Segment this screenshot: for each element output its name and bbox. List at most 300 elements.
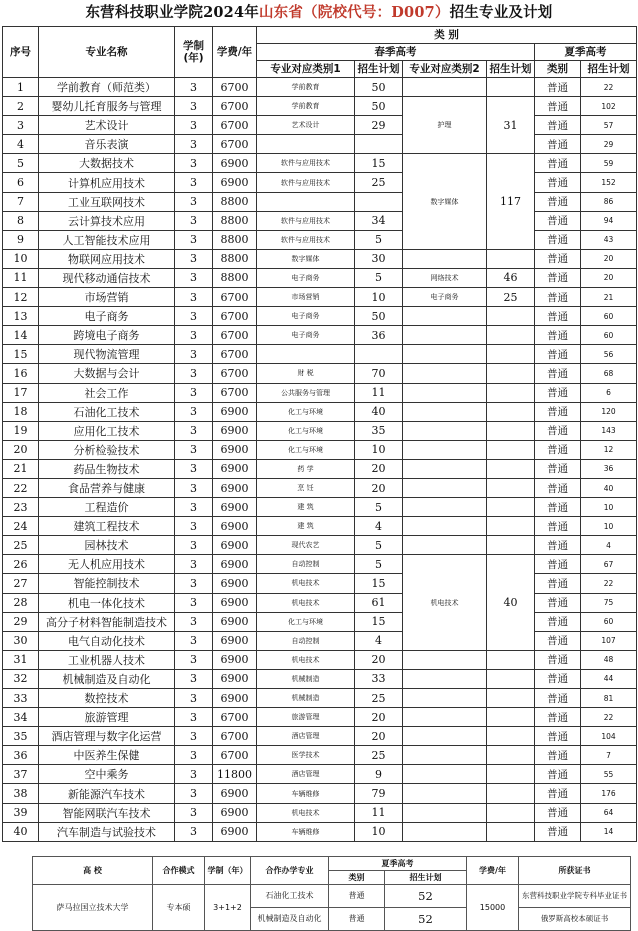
tuition: 11800 [213,765,257,784]
table-row [3,211,637,230]
spring-type-1: 旅游管理 [257,708,355,727]
spring-type-1: 化工与环境 [257,421,355,440]
summer-plan: 68 [581,364,637,383]
major-name: 新能源汽车技术 [39,784,175,803]
coop-years: 3+1+2 [205,884,251,930]
spring-type-1: 医学技术 [257,746,355,765]
summer-type: 普通 [535,230,581,249]
spring-plan-2 [487,803,535,822]
table-row [3,249,637,268]
summer-type: 普通 [535,173,581,192]
spring-type-1: 建 筑 [257,517,355,536]
summer-type: 普通 [535,708,581,727]
summer-plan: 176 [581,784,637,803]
spring-plan-1: 25 [355,746,403,765]
duration: 3 [175,555,213,574]
summer-type: 普通 [535,326,581,345]
duration: 3 [175,478,213,497]
table-row [3,307,637,326]
summer-plan: 14 [581,822,637,841]
tuition: 6900 [213,574,257,593]
major-name: 现代移动通信技术 [39,268,175,287]
spring-type-1: 机械制造 [257,669,355,688]
summer-plan: 12 [581,440,637,459]
header-summer: 夏季高考 [535,44,637,61]
table-row [3,593,637,612]
tuition: 6900 [213,555,257,574]
row-number: 34 [3,708,39,727]
spring-plan-1: 50 [355,97,403,116]
summer-plan: 22 [581,574,637,593]
duration: 3 [175,593,213,612]
summer-type: 普通 [535,402,581,421]
spring-plan-1: 50 [355,307,403,326]
table-row [3,383,637,402]
row-number: 23 [3,498,39,517]
table-row [3,230,637,249]
table-row [3,650,637,669]
spring-plan-1: 9 [355,765,403,784]
duration: 3 [175,708,213,727]
spring-type-1: 财 税 [257,364,355,383]
spring-type-2 [403,440,487,459]
page-title [0,0,638,26]
summer-type: 普通 [535,345,581,364]
summer-plan: 104 [581,727,637,746]
summer-plan: 60 [581,612,637,631]
spring-type-2 [403,249,487,268]
table-row [3,326,637,345]
spring-plan-1: 15 [355,612,403,631]
major-name: 机电一体化技术 [39,593,175,612]
tuition: 6900 [213,593,257,612]
spring-plan-2 [487,307,535,326]
tuition: 8800 [213,192,257,211]
coop-cert-1: 东营科技职业学院专科毕业证书 [519,884,631,907]
tuition: 6900 [213,784,257,803]
tuition: 6900 [213,536,257,555]
summer-type: 普通 [535,440,581,459]
summer-type: 普通 [535,154,581,173]
duration: 3 [175,154,213,173]
tuition: 6700 [213,116,257,135]
duration: 3 [175,288,213,307]
spring-plan-1: 5 [355,536,403,555]
spring-plan-2 [487,364,535,383]
spring-type-2: 数字媒体 [403,154,487,249]
spring-type-2 [403,765,487,784]
summer-plan: 75 [581,593,637,612]
duration: 3 [175,517,213,536]
cooperation-table [32,856,631,931]
summer-type: 普通 [535,288,581,307]
spring-type-1: 烹 饪 [257,478,355,497]
duration: 3 [175,192,213,211]
summer-type: 普通 [535,364,581,383]
spring-type-1 [257,345,355,364]
spring-plan-1: 25 [355,173,403,192]
coop-type-1: 普通 [329,884,385,907]
duration: 3 [175,268,213,287]
spring-type-2 [403,803,487,822]
spring-type-2 [403,78,487,97]
summer-type: 普通 [535,192,581,211]
spring-plan-2 [487,746,535,765]
row-number: 40 [3,822,39,841]
major-name: 电子商务 [39,307,175,326]
coop-school: 萨马拉国立技术大学 [33,884,153,930]
duration: 3 [175,383,213,402]
spring-type-1: 电子商务 [257,307,355,326]
spring-plan-2 [487,689,535,708]
row-number: 13 [3,307,39,326]
spring-type-2 [403,822,487,841]
table-row [3,421,637,440]
summer-plan: 120 [581,402,637,421]
major-name: 分析检验技术 [39,440,175,459]
spring-plan-1: 33 [355,669,403,688]
spring-plan-1: 4 [355,517,403,536]
summer-type: 普通 [535,650,581,669]
summer-type: 普通 [535,249,581,268]
row-number: 28 [3,593,39,612]
spring-plan-1: 5 [355,268,403,287]
spring-plan-1: 61 [355,593,403,612]
table-row [3,727,637,746]
spring-type-2 [403,421,487,440]
title-school: 东营科技职业学院2024年 [85,4,259,21]
table-row [3,631,637,650]
coop-header-mode: 合作模式 [153,856,205,884]
coop-fee: 15000 [467,884,519,930]
coop-header-major: 合作办学专业 [251,856,329,884]
major-name: 人工智能技术应用 [39,230,175,249]
spring-plan-2: 25 [487,288,535,307]
row-number: 30 [3,631,39,650]
summer-type: 普通 [535,116,581,135]
tuition: 6900 [213,459,257,478]
tuition: 6700 [213,97,257,116]
spring-plan-1: 5 [355,230,403,249]
tuition: 6900 [213,421,257,440]
spring-type-1: 机械制造 [257,689,355,708]
table-row [3,78,637,97]
spring-type-1: 软件与应用技术 [257,173,355,192]
summer-plan: 81 [581,689,637,708]
duration: 3 [175,689,213,708]
summer-plan: 36 [581,459,637,478]
spring-plan-1: 20 [355,459,403,478]
row-number: 10 [3,249,39,268]
major-name: 音乐表演 [39,135,175,154]
row-number: 19 [3,421,39,440]
header-seq: 序号 [3,27,39,78]
coop-header-cert: 所获证书 [519,856,631,884]
spring-plan-2: 31 [487,97,535,154]
duration: 3 [175,669,213,688]
major-name: 旅游管理 [39,708,175,727]
summer-plan: 59 [581,154,637,173]
spring-plan-1: 10 [355,440,403,459]
spring-plan-2 [487,78,535,97]
summer-plan: 48 [581,650,637,669]
spring-type-1: 机电技术 [257,593,355,612]
summer-plan: 22 [581,78,637,97]
summer-plan: 21 [581,288,637,307]
spring-type-1: 机电技术 [257,574,355,593]
spring-plan-1: 36 [355,326,403,345]
spring-type-1: 电子商务 [257,268,355,287]
duration: 3 [175,249,213,268]
tuition: 6900 [213,402,257,421]
spring-plan-1: 10 [355,288,403,307]
row-number: 38 [3,784,39,803]
duration: 3 [175,307,213,326]
table-row [3,345,637,364]
coop-plan-2: 52 [385,907,467,930]
major-name: 智能网联汽车技术 [39,803,175,822]
summer-type: 普通 [535,765,581,784]
major-name: 应用化工技术 [39,421,175,440]
row-number: 11 [3,268,39,287]
spring-plan-2 [487,669,535,688]
header-summer-plan: 招生计划 [581,61,637,78]
summer-type: 普通 [535,574,581,593]
tuition: 8800 [213,211,257,230]
coop-major-1: 石油化工技术 [251,884,329,907]
duration: 3 [175,612,213,631]
spring-plan-1: 70 [355,364,403,383]
table-row [3,689,637,708]
spring-type-1: 软件与应用技术 [257,230,355,249]
row-number: 32 [3,669,39,688]
spring-plan-1: 10 [355,822,403,841]
row-number: 39 [3,803,39,822]
spring-plan-1: 5 [355,498,403,517]
row-number: 27 [3,574,39,593]
table-row [3,268,637,287]
table-row [3,746,637,765]
duration: 3 [175,746,213,765]
spring-type-1: 车辆维修 [257,822,355,841]
major-name: 现代物流管理 [39,345,175,364]
table-row [3,612,637,631]
table-row [3,708,637,727]
major-name: 空中乘务 [39,765,175,784]
tuition: 6900 [213,517,257,536]
duration: 3 [175,440,213,459]
summer-plan: 43 [581,230,637,249]
major-name: 无人机应用技术 [39,555,175,574]
header-fee: 学费/年 [213,27,257,78]
summer-plan: 29 [581,135,637,154]
table-row [3,498,637,517]
spring-type-2 [403,478,487,497]
row-number: 8 [3,211,39,230]
spring-plan-2 [487,440,535,459]
row-number: 20 [3,440,39,459]
summer-plan: 7 [581,746,637,765]
spring-type-2 [403,345,487,364]
table-row [3,97,637,116]
header-type2: 专业对应类别2 [403,61,487,78]
spring-plan-1: 20 [355,708,403,727]
spring-plan-2: 46 [487,268,535,287]
summer-plan: 22 [581,708,637,727]
duration: 3 [175,345,213,364]
duration: 3 [175,822,213,841]
title-province-code: 山东省（院校代号：D007） [258,4,450,21]
row-number: 3 [3,116,39,135]
spring-plan-2 [487,402,535,421]
summer-type: 普通 [535,97,581,116]
spring-type-2 [403,517,487,536]
row-number: 15 [3,345,39,364]
tuition: 6700 [213,727,257,746]
spring-type-1 [257,192,355,211]
table-row [3,574,637,593]
duration: 3 [175,230,213,249]
tuition: 6700 [213,78,257,97]
duration: 3 [175,498,213,517]
summer-type: 普通 [535,517,581,536]
summer-plan: 67 [581,555,637,574]
tuition: 6900 [213,822,257,841]
spring-type-1: 艺术设计 [257,116,355,135]
major-name: 物联网应用技术 [39,249,175,268]
spring-type-2 [403,708,487,727]
spring-plan-2: 117 [487,154,535,249]
row-number: 2 [3,97,39,116]
summer-plan: 143 [581,421,637,440]
table-row [3,478,637,497]
header-years-line: (年) [183,52,204,64]
major-name: 计算机应用技术 [39,173,175,192]
tuition: 6700 [213,383,257,402]
duration: 3 [175,727,213,746]
spring-plan-2 [487,708,535,727]
major-name: 园林技术 [39,536,175,555]
table-row [3,154,637,173]
spring-type-1: 软件与应用技术 [257,154,355,173]
row-number: 22 [3,478,39,497]
table-row [3,116,637,135]
duration: 3 [175,211,213,230]
table-row [3,192,637,211]
spring-plan-1: 25 [355,689,403,708]
summer-type: 普通 [535,593,581,612]
tuition: 8800 [213,249,257,268]
spring-plan-1: 5 [355,555,403,574]
duration: 3 [175,631,213,650]
spring-plan-2 [487,345,535,364]
tuition: 6900 [213,803,257,822]
summer-plan: 55 [581,765,637,784]
spring-plan-1: 79 [355,784,403,803]
spring-type-1: 建 筑 [257,498,355,517]
header-major: 专业名称 [39,27,175,78]
table-row [3,459,637,478]
row-number: 21 [3,459,39,478]
major-name: 艺术设计 [39,116,175,135]
major-name: 高分子材料智能制造技术 [39,612,175,631]
table-row [3,784,637,803]
row-number: 18 [3,402,39,421]
summer-type: 普通 [535,498,581,517]
summer-plan: 40 [581,478,637,497]
summer-plan: 60 [581,326,637,345]
tuition: 6900 [213,154,257,173]
header-plan2: 招生计划 [487,61,535,78]
coop-cert-2: 俄罗斯高校本硕证书 [519,907,631,930]
spring-type-2: 网络技术 [403,268,487,287]
row-number: 24 [3,517,39,536]
spring-type-2: 护理 [403,97,487,154]
spring-plan-1 [355,192,403,211]
spring-type-1: 市场营销 [257,288,355,307]
duration: 3 [175,402,213,421]
duration: 3 [175,803,213,822]
spring-type-1: 机电技术 [257,803,355,822]
table-row [3,669,637,688]
summer-type: 普通 [535,746,581,765]
summer-plan: 64 [581,803,637,822]
summer-type: 普通 [535,211,581,230]
summer-plan: 107 [581,631,637,650]
major-name: 机械制造及自动化 [39,669,175,688]
row-number: 17 [3,383,39,402]
summer-plan: 20 [581,249,637,268]
spring-type-2 [403,689,487,708]
duration: 3 [175,459,213,478]
spring-type-1: 学前教育 [257,78,355,97]
summer-plan: 10 [581,498,637,517]
spring-plan-1: 20 [355,478,403,497]
summer-type: 普通 [535,669,581,688]
summer-type: 普通 [535,803,581,822]
tuition: 6700 [213,288,257,307]
spring-plan-1: 15 [355,574,403,593]
spring-plan-2 [487,383,535,402]
row-number: 36 [3,746,39,765]
spring-plan-1: 50 [355,78,403,97]
spring-plan-1: 20 [355,727,403,746]
spring-type-1: 数字媒体 [257,249,355,268]
row-number: 7 [3,192,39,211]
spring-type-2 [403,402,487,421]
spring-type-1 [257,135,355,154]
summer-type: 普通 [535,268,581,287]
spring-type-1: 化工与环境 [257,612,355,631]
duration: 3 [175,536,213,555]
major-name: 食品营养与健康 [39,478,175,497]
row-number: 25 [3,536,39,555]
summer-type: 普通 [535,459,581,478]
table-row [3,135,637,154]
duration: 3 [175,135,213,154]
duration: 3 [175,173,213,192]
summer-plan: 4 [581,536,637,555]
coop-mode: 专本硕 [153,884,205,930]
spring-type-1: 车辆维修 [257,784,355,803]
major-name: 药品生物技术 [39,459,175,478]
admissions-table-body [3,78,637,842]
spring-type-2 [403,364,487,383]
summer-type: 普通 [535,631,581,650]
spring-plan-2 [487,498,535,517]
coop-header-school: 高 校 [33,856,153,884]
header-plan1: 招生计划 [355,61,403,78]
